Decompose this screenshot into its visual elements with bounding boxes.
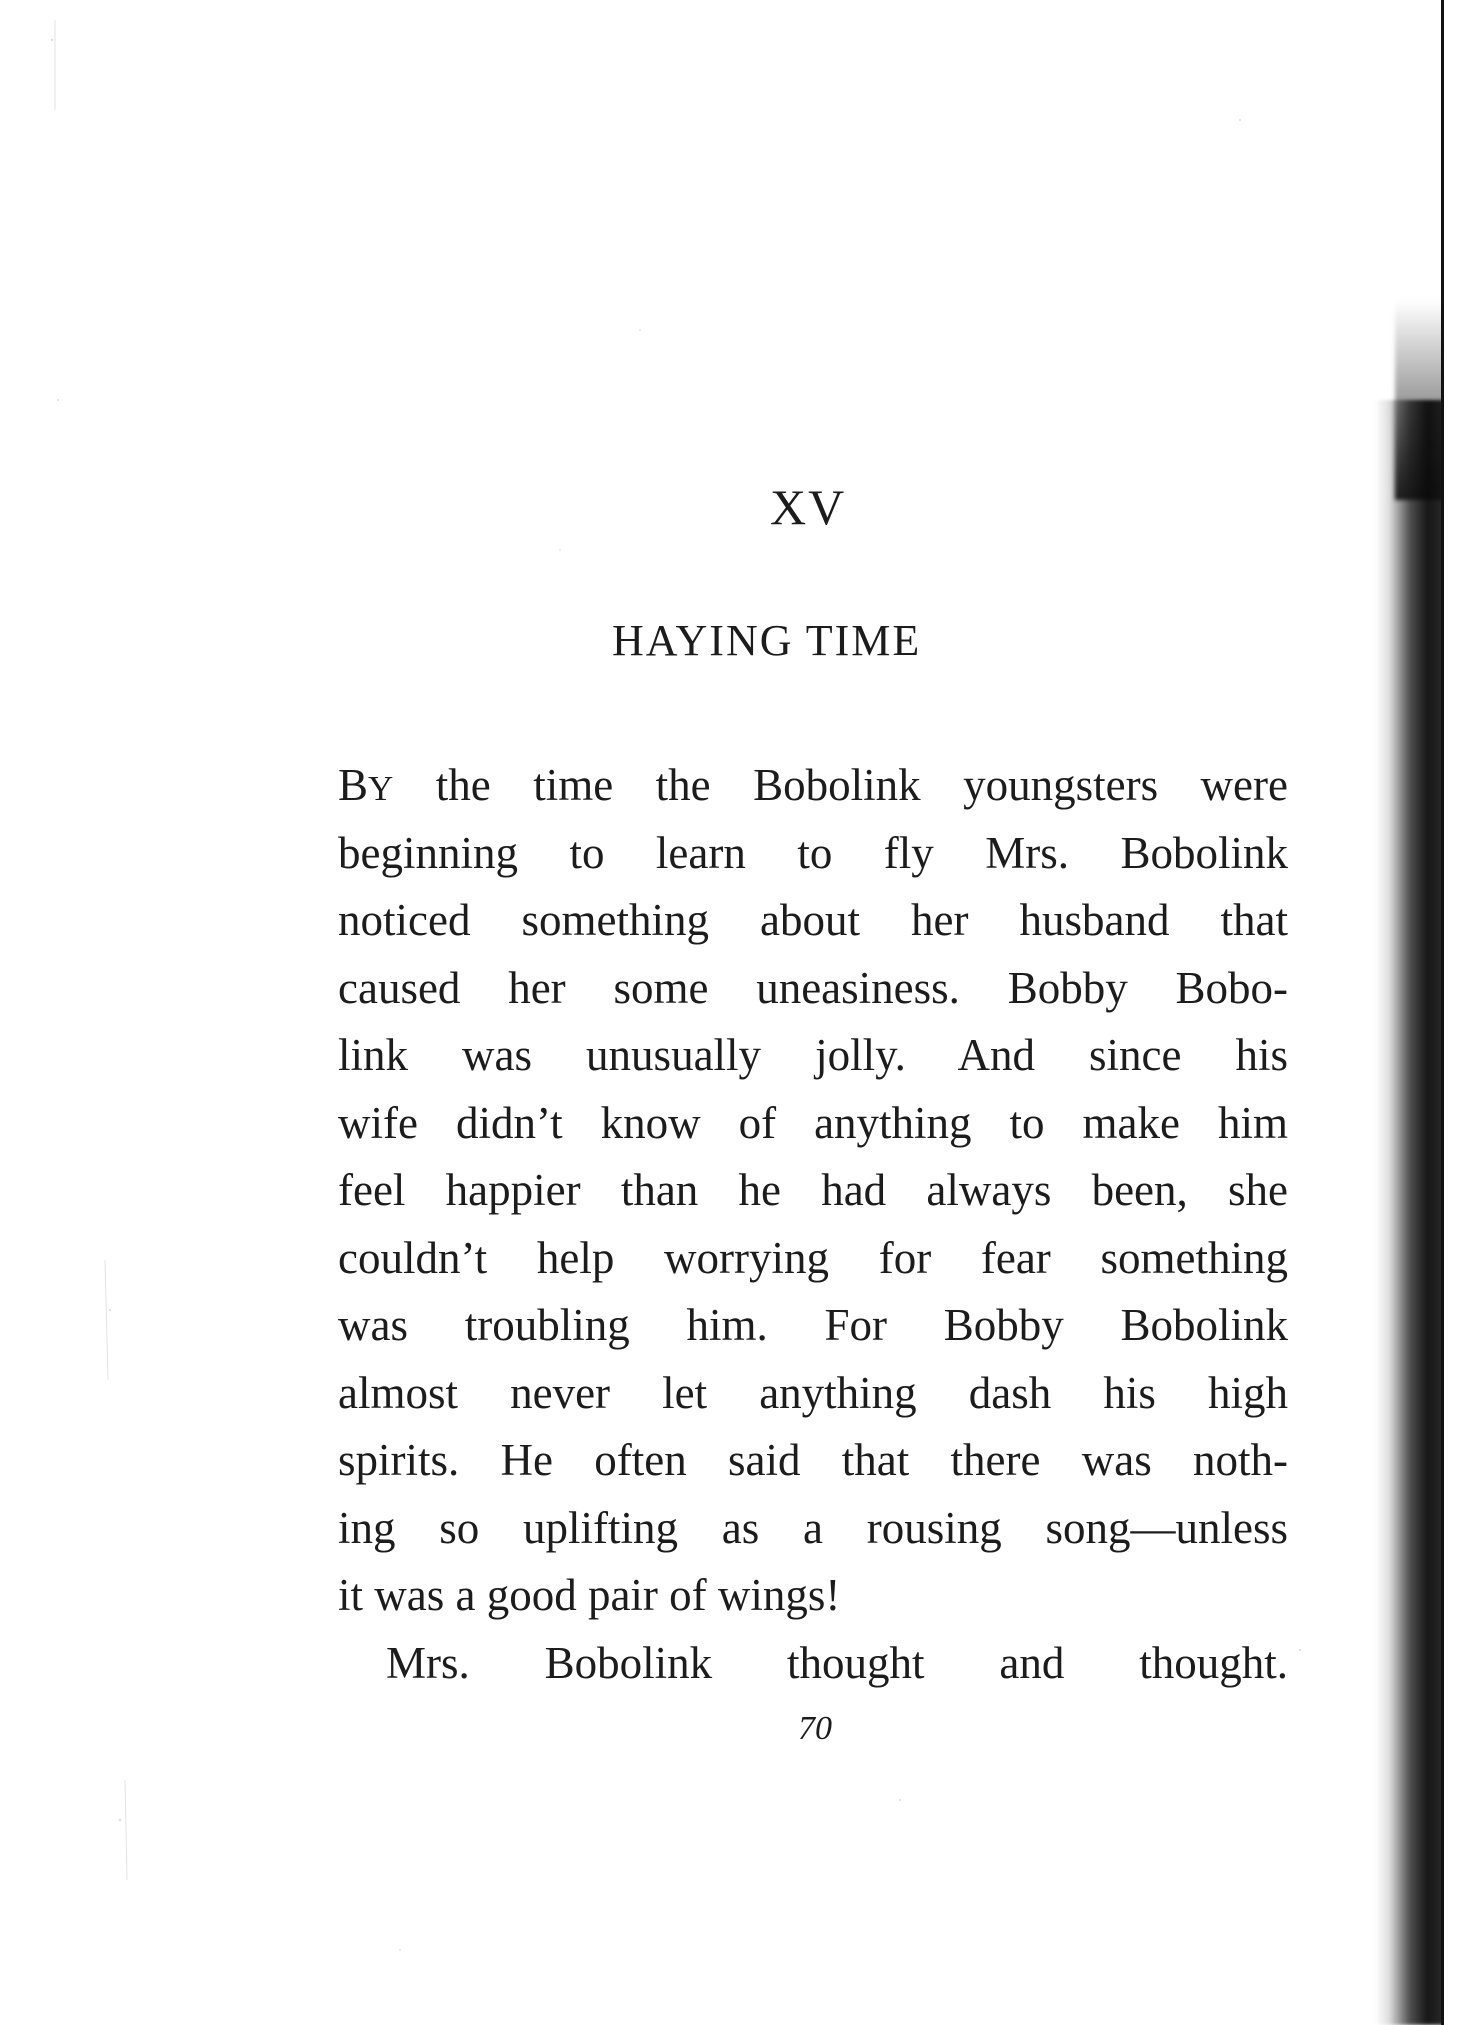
text-line: wife didn’t know of anything to make him [338, 1097, 1288, 1148]
text-line: feel happier than he had always been, she [338, 1165, 1288, 1215]
drop-cap: B [338, 760, 369, 810]
text-line: spirits. He often said that there was noth- [338, 1435, 1288, 1485]
binding-gutter [1375, 400, 1445, 2025]
text-line: ing so uplifting as a rousing song—unless [338, 1502, 1288, 1553]
small-cap: Y [368, 769, 394, 808]
text-line: beginning to learn to fly Mrs. Bobolink [338, 827, 1288, 878]
text-line: caused her some uneasiness. Bobby Bobo- [338, 962, 1288, 1013]
text-line: it was a good pair of wings! [338, 1570, 841, 1620]
chapter-title: HAYING TIME [612, 616, 922, 665]
text-line: Mrs. Bobolink thought and thought. [386, 1637, 1288, 1688]
text-line: link was unusually jolly. And since his [338, 1030, 1288, 1080]
page-margin [1444, 0, 1459, 2025]
text-line: almost never let anything dash his high [338, 1367, 1288, 1418]
text-line: was troubling him. For Bobby Bobolink [338, 1300, 1288, 1350]
chapter-body [338, 752, 1288, 1697]
text-line: couldn’t help worrying for fear something [338, 1232, 1288, 1283]
chapter-number: XV [770, 479, 847, 535]
text-line: noticed something about her husband that [338, 895, 1288, 945]
text-line [338, 752, 1288, 820]
page-number: 70 [798, 1710, 832, 1747]
line-text: the time the Bobolink youngsters were [393, 760, 1288, 810]
